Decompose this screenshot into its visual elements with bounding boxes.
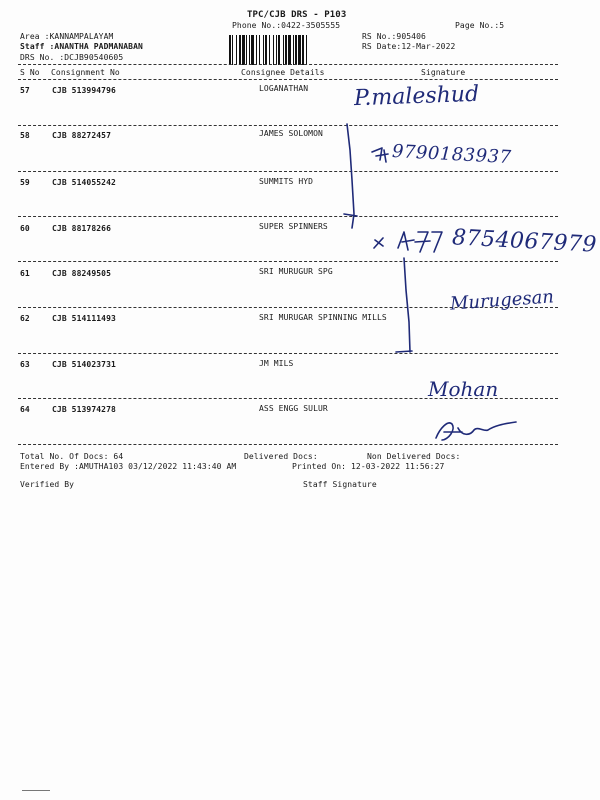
row-consignment: CJB 88178266	[52, 224, 111, 233]
staff-name: Staff :ANANTHA PADMANABAN	[20, 42, 143, 51]
phone-number: Phone No.:0422-3505555	[232, 21, 341, 30]
total-docs: Total No. Of Docs: 64	[20, 452, 124, 461]
rs-number: RS No.:905406	[362, 32, 426, 41]
row-consignment: CJB 514023731	[52, 360, 116, 369]
handwritten-signature: P.maleshud	[353, 81, 480, 112]
row-consignment: CJB 88272457	[52, 131, 111, 140]
handwritten-signature: Mohan	[428, 377, 499, 401]
row-consignee: SRI MURUGAR SPINNING MILLS	[259, 313, 387, 322]
drs-number: DRS No. :DCJB90540605	[20, 53, 124, 62]
row-consignee: JM MILS	[259, 359, 294, 368]
area-label: Area :KANNAMPALAYAM	[20, 32, 114, 41]
col-consignment-header: Consignment No	[51, 68, 120, 77]
row-sno: 63	[20, 360, 30, 369]
rs-date: RS Date:12-Mar-2022	[362, 42, 456, 51]
row-sno: 57	[20, 86, 30, 95]
row-consignment: CJB 513974278	[52, 405, 116, 414]
staff-signature-label: Staff Signature	[303, 480, 377, 489]
col-consignee-header: Consignee Details	[241, 68, 325, 77]
row-consignee: SUPER SPINNERS	[259, 222, 328, 231]
row-consignee: LOGANATHAN	[259, 84, 309, 93]
row-sno: 59	[20, 178, 30, 187]
row-sno: 58	[20, 131, 30, 140]
handwritten-signature: Murugesan	[449, 286, 555, 315]
row-consignment: CJB 513994796	[52, 86, 116, 95]
handwritten-phone: 9790183937	[391, 140, 512, 169]
verified-by-label: Verified By	[20, 480, 75, 489]
row-consignee: ASS ENGG SULUR	[259, 404, 328, 413]
col-sno-header: S No	[20, 68, 40, 77]
printed-on: Printed On: 12-03-2022 11:56:27	[292, 462, 445, 471]
row-consignee: JAMES SOLOMON	[259, 129, 323, 138]
col-signature-header: Signature	[421, 68, 466, 77]
row-consignment: CJB 514055242	[52, 178, 116, 187]
non-delivered-docs: Non Delivered Docs:	[367, 452, 461, 461]
row-sno: 61	[20, 269, 30, 278]
document-title: TPC/CJB DRS - P103	[247, 10, 347, 20]
row-consignee: SRI MURUGUR SPG	[259, 267, 333, 276]
handwritten-phone: 8754067979	[451, 225, 598, 258]
row-consignment: CJB 514111493	[52, 314, 116, 323]
row-sno: 62	[20, 314, 30, 323]
row-consignment: CJB 88249505	[52, 269, 111, 278]
delivered-docs: Delivered Docs:	[244, 452, 318, 461]
page-number: Page No.:5	[455, 21, 505, 30]
entered-by: Entered By :AMUTHA103 03/12/2022 11:43:40 AM	[20, 462, 237, 471]
row-sno: 60	[20, 224, 30, 233]
row-sno: 64	[20, 405, 30, 414]
scan-mark	[22, 790, 50, 795]
row-consignee: SUMMITS HYD	[259, 177, 314, 186]
